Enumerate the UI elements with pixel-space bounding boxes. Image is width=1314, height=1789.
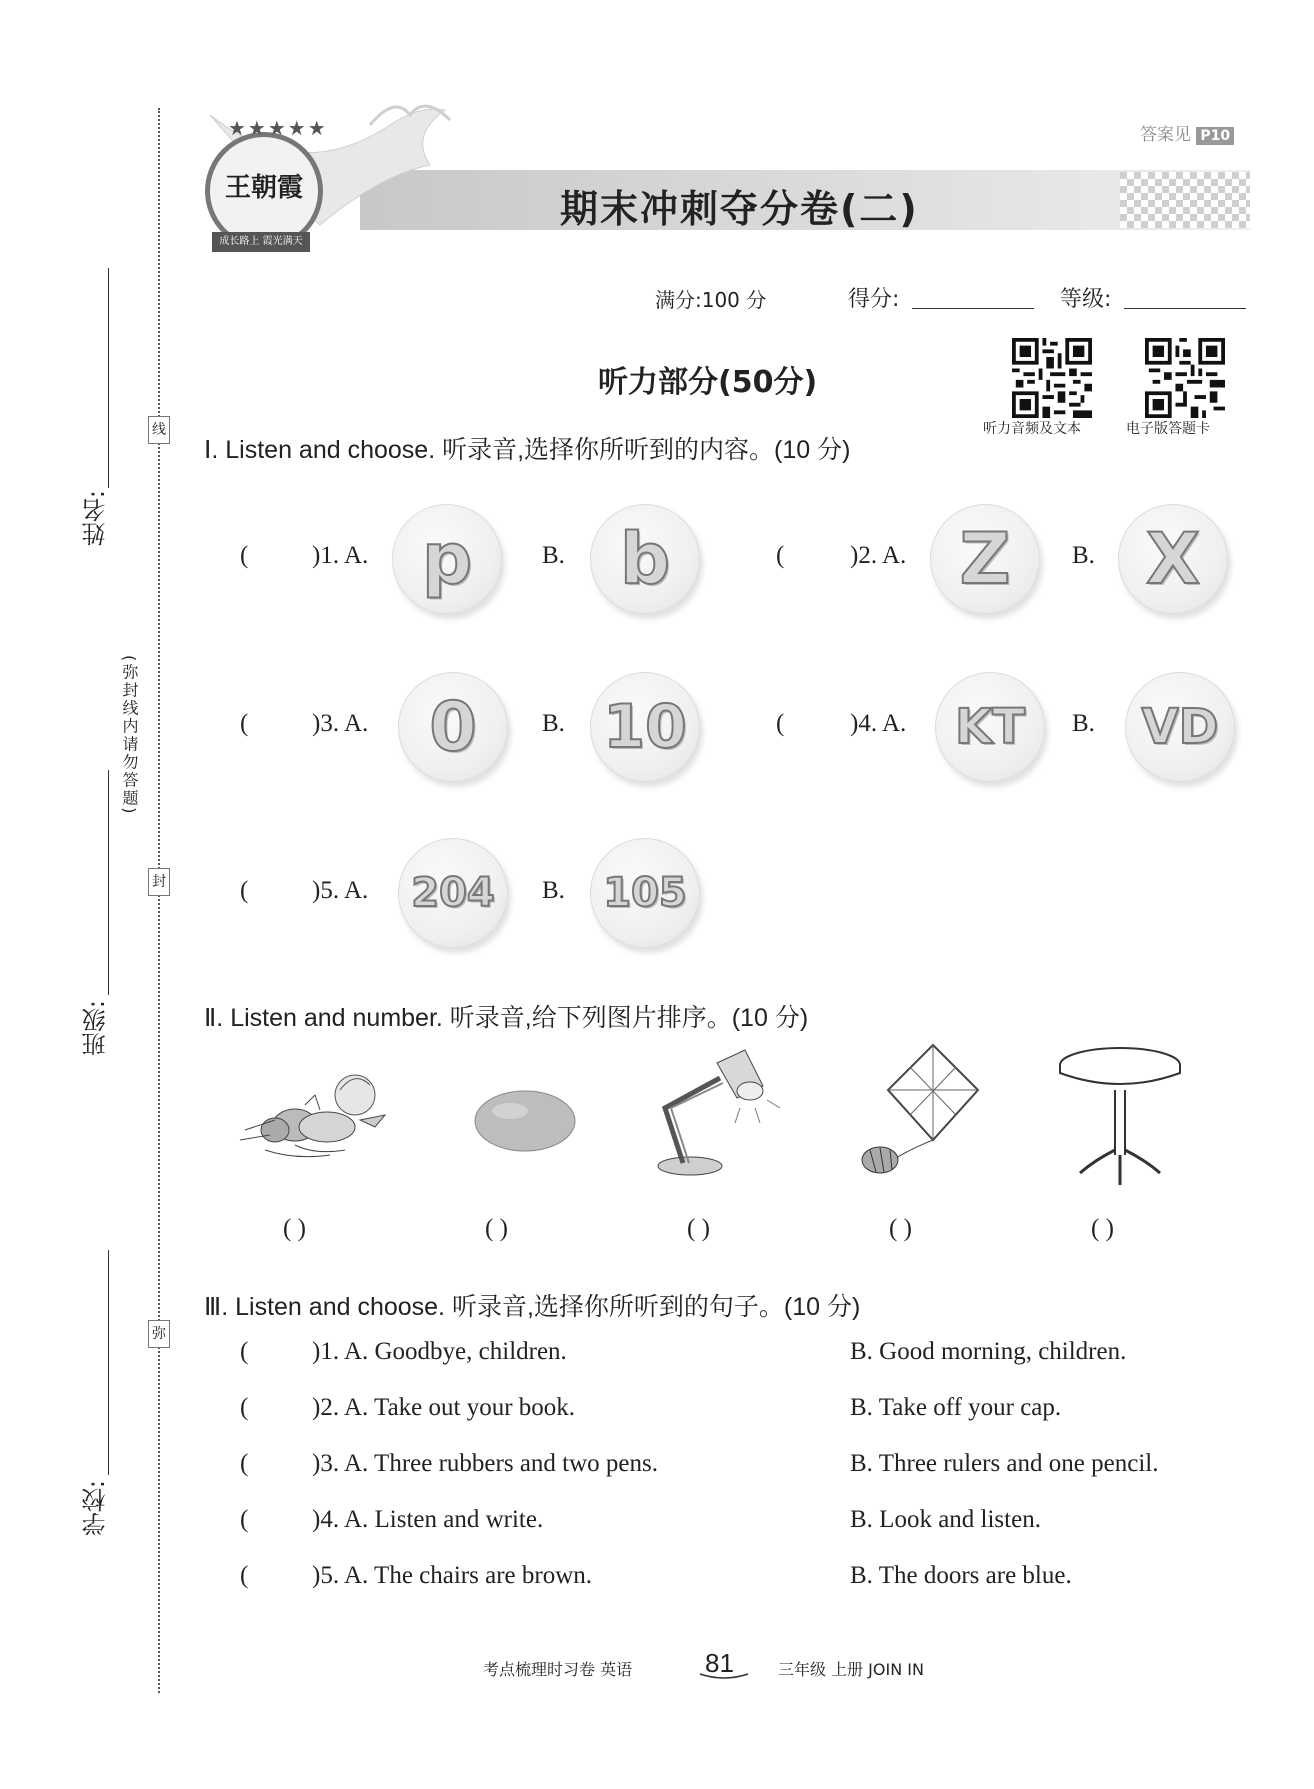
s3-q4-paren[interactable]: ( [240, 1506, 249, 1533]
class-label: 班级: [82, 1000, 110, 1057]
s1-q3-paren[interactable]: ( [240, 710, 249, 737]
s3-q2-paren[interactable]: ( [240, 1394, 249, 1421]
listening-title: 听力部分(50分) [598, 365, 818, 400]
qr-code-audio[interactable] [1012, 338, 1092, 418]
s3-q1-paren[interactable]: ( [240, 1338, 249, 1365]
s1-q3-option-a[interactable]: 0 [398, 672, 508, 782]
answer-ref: 答案见 P10 [1140, 120, 1234, 145]
s2-answer-2[interactable]: ( ) [485, 1215, 508, 1242]
s1-q2-paren[interactable]: ( [776, 542, 785, 569]
answer-page-badge: P10 [1196, 127, 1234, 145]
s1-q5-option-a[interactable]: 204 [398, 838, 508, 948]
section2-title: Ⅱ. Listen and number. 听录音,给下列图片排序。(10 分) [204, 1004, 809, 1032]
seal-box-line: 线 [148, 416, 170, 444]
s3-q3-option-b: B. Three rulers and one pencil. [850, 1450, 1159, 1477]
footer-left: 考点梳理时习卷 英语 [483, 1660, 633, 1679]
logo-stars: ★★★★★ [228, 118, 328, 140]
s1-q1-number: )1. A. [312, 542, 369, 569]
s1-q4-option-b[interactable]: VD [1125, 672, 1235, 782]
s1-q2-option-b[interactable]: X [1118, 504, 1228, 614]
score-label: 得分: [848, 287, 900, 312]
grade-field[interactable] [1124, 308, 1246, 309]
s2-answer-4[interactable]: ( ) [889, 1215, 912, 1242]
s3-q5-paren[interactable]: ( [240, 1562, 249, 1589]
qr-code-answer-card[interactable] [1145, 338, 1225, 418]
seal-box-seal: 封 [148, 868, 170, 896]
s1-q5-option-b[interactable]: 105 [590, 838, 700, 948]
full-score: 满分:100 分 [655, 288, 767, 312]
class-field[interactable] [108, 770, 109, 995]
s3-q2-option-a: )2. A. Take out your book. [312, 1394, 576, 1421]
s3-q1-option-a: )1. A. Goodbye, children. [312, 1338, 567, 1365]
s1-q4-paren[interactable]: ( [776, 710, 785, 737]
s1-q2-number: )2. A. [850, 542, 907, 569]
round-table-picture [1055, 1045, 1185, 1190]
section3-title: Ⅲ. Listen and choose. 听录音,选择你所听到的句子。(10 分) [204, 1293, 861, 1321]
s1-q1-option-b[interactable]: b [590, 504, 700, 614]
page-number: 81 [705, 1648, 734, 1678]
seal-note: (弥封线内请勿答题) [120, 655, 139, 816]
s1-q5-number: )5. A. [312, 877, 369, 904]
name-label: 姓名: [82, 490, 110, 547]
s1-q3-b-label: B. [542, 710, 565, 737]
grade-label: 等级: [1060, 287, 1112, 312]
s1-q4-b-label: B. [1072, 710, 1095, 737]
s3-q5-option-a: )5. A. The chairs are brown. [312, 1562, 593, 1589]
s1-q1-paren[interactable]: ( [240, 542, 249, 569]
s1-q3-option-b[interactable]: 10 [590, 672, 700, 782]
s1-q1-option-a[interactable]: p [392, 504, 502, 614]
name-field[interactable] [108, 268, 109, 488]
logo-slogan: 成长路上 霞光满天 [212, 232, 310, 252]
s3-q4-option-b: B. Look and listen. [850, 1506, 1041, 1533]
s3-q5-option-b: B. The doors are blue. [850, 1562, 1072, 1589]
vegetables-picture [235, 1065, 395, 1165]
s1-q4-option-a[interactable]: KT [935, 672, 1045, 782]
section1-title: Ⅰ. Listen and choose. 听录音,选择你所听到的内容。(10 分) [204, 436, 851, 464]
s3-q1-option-b: B. Good morning, children. [850, 1338, 1127, 1365]
exam-title: 期末冲刺夺分卷(二) [560, 187, 919, 231]
s1-q3-number: )3. A. [312, 710, 369, 737]
s1-q1-b-label: B. [542, 542, 565, 569]
school-label: 学校: [82, 1480, 110, 1537]
footer-right: 三年级 上册 JOIN IN [778, 1660, 924, 1679]
s1-q4-number: )4. A. [850, 710, 907, 737]
s3-q2-option-b: B. Take off your cap. [850, 1394, 1062, 1421]
s1-q5-paren[interactable]: ( [240, 877, 249, 904]
s3-q3-option-a: )3. A. Three rubbers and two pens. [312, 1450, 658, 1477]
s2-answer-1[interactable]: ( ) [283, 1215, 306, 1242]
s1-q2-b-label: B. [1072, 542, 1095, 569]
banner-checker [1120, 172, 1250, 228]
s3-q3-paren[interactable]: ( [240, 1450, 249, 1477]
qr1-caption: 听力音频及文本 [983, 421, 1081, 437]
egg-picture [470, 1085, 580, 1155]
binding-dotted-line [158, 108, 160, 1693]
kite-picture [848, 1040, 988, 1180]
score-field[interactable] [912, 308, 1034, 309]
seal-box-mi: 弥 [148, 1320, 170, 1348]
school-field[interactable] [108, 1250, 109, 1475]
page-number-underline [698, 1672, 750, 1682]
s3-q4-option-a: )4. A. Listen and write. [312, 1506, 544, 1533]
s1-q5-b-label: B. [542, 877, 565, 904]
qr2-caption: 电子版答题卡 [1126, 421, 1210, 437]
desk-lamp-picture [645, 1038, 785, 1178]
s2-answer-3[interactable]: ( ) [687, 1215, 710, 1242]
s1-q2-option-a[interactable]: Z [930, 504, 1040, 614]
logo-name: 王朝霞 [224, 173, 303, 203]
s2-answer-5[interactable]: ( ) [1091, 1215, 1114, 1242]
